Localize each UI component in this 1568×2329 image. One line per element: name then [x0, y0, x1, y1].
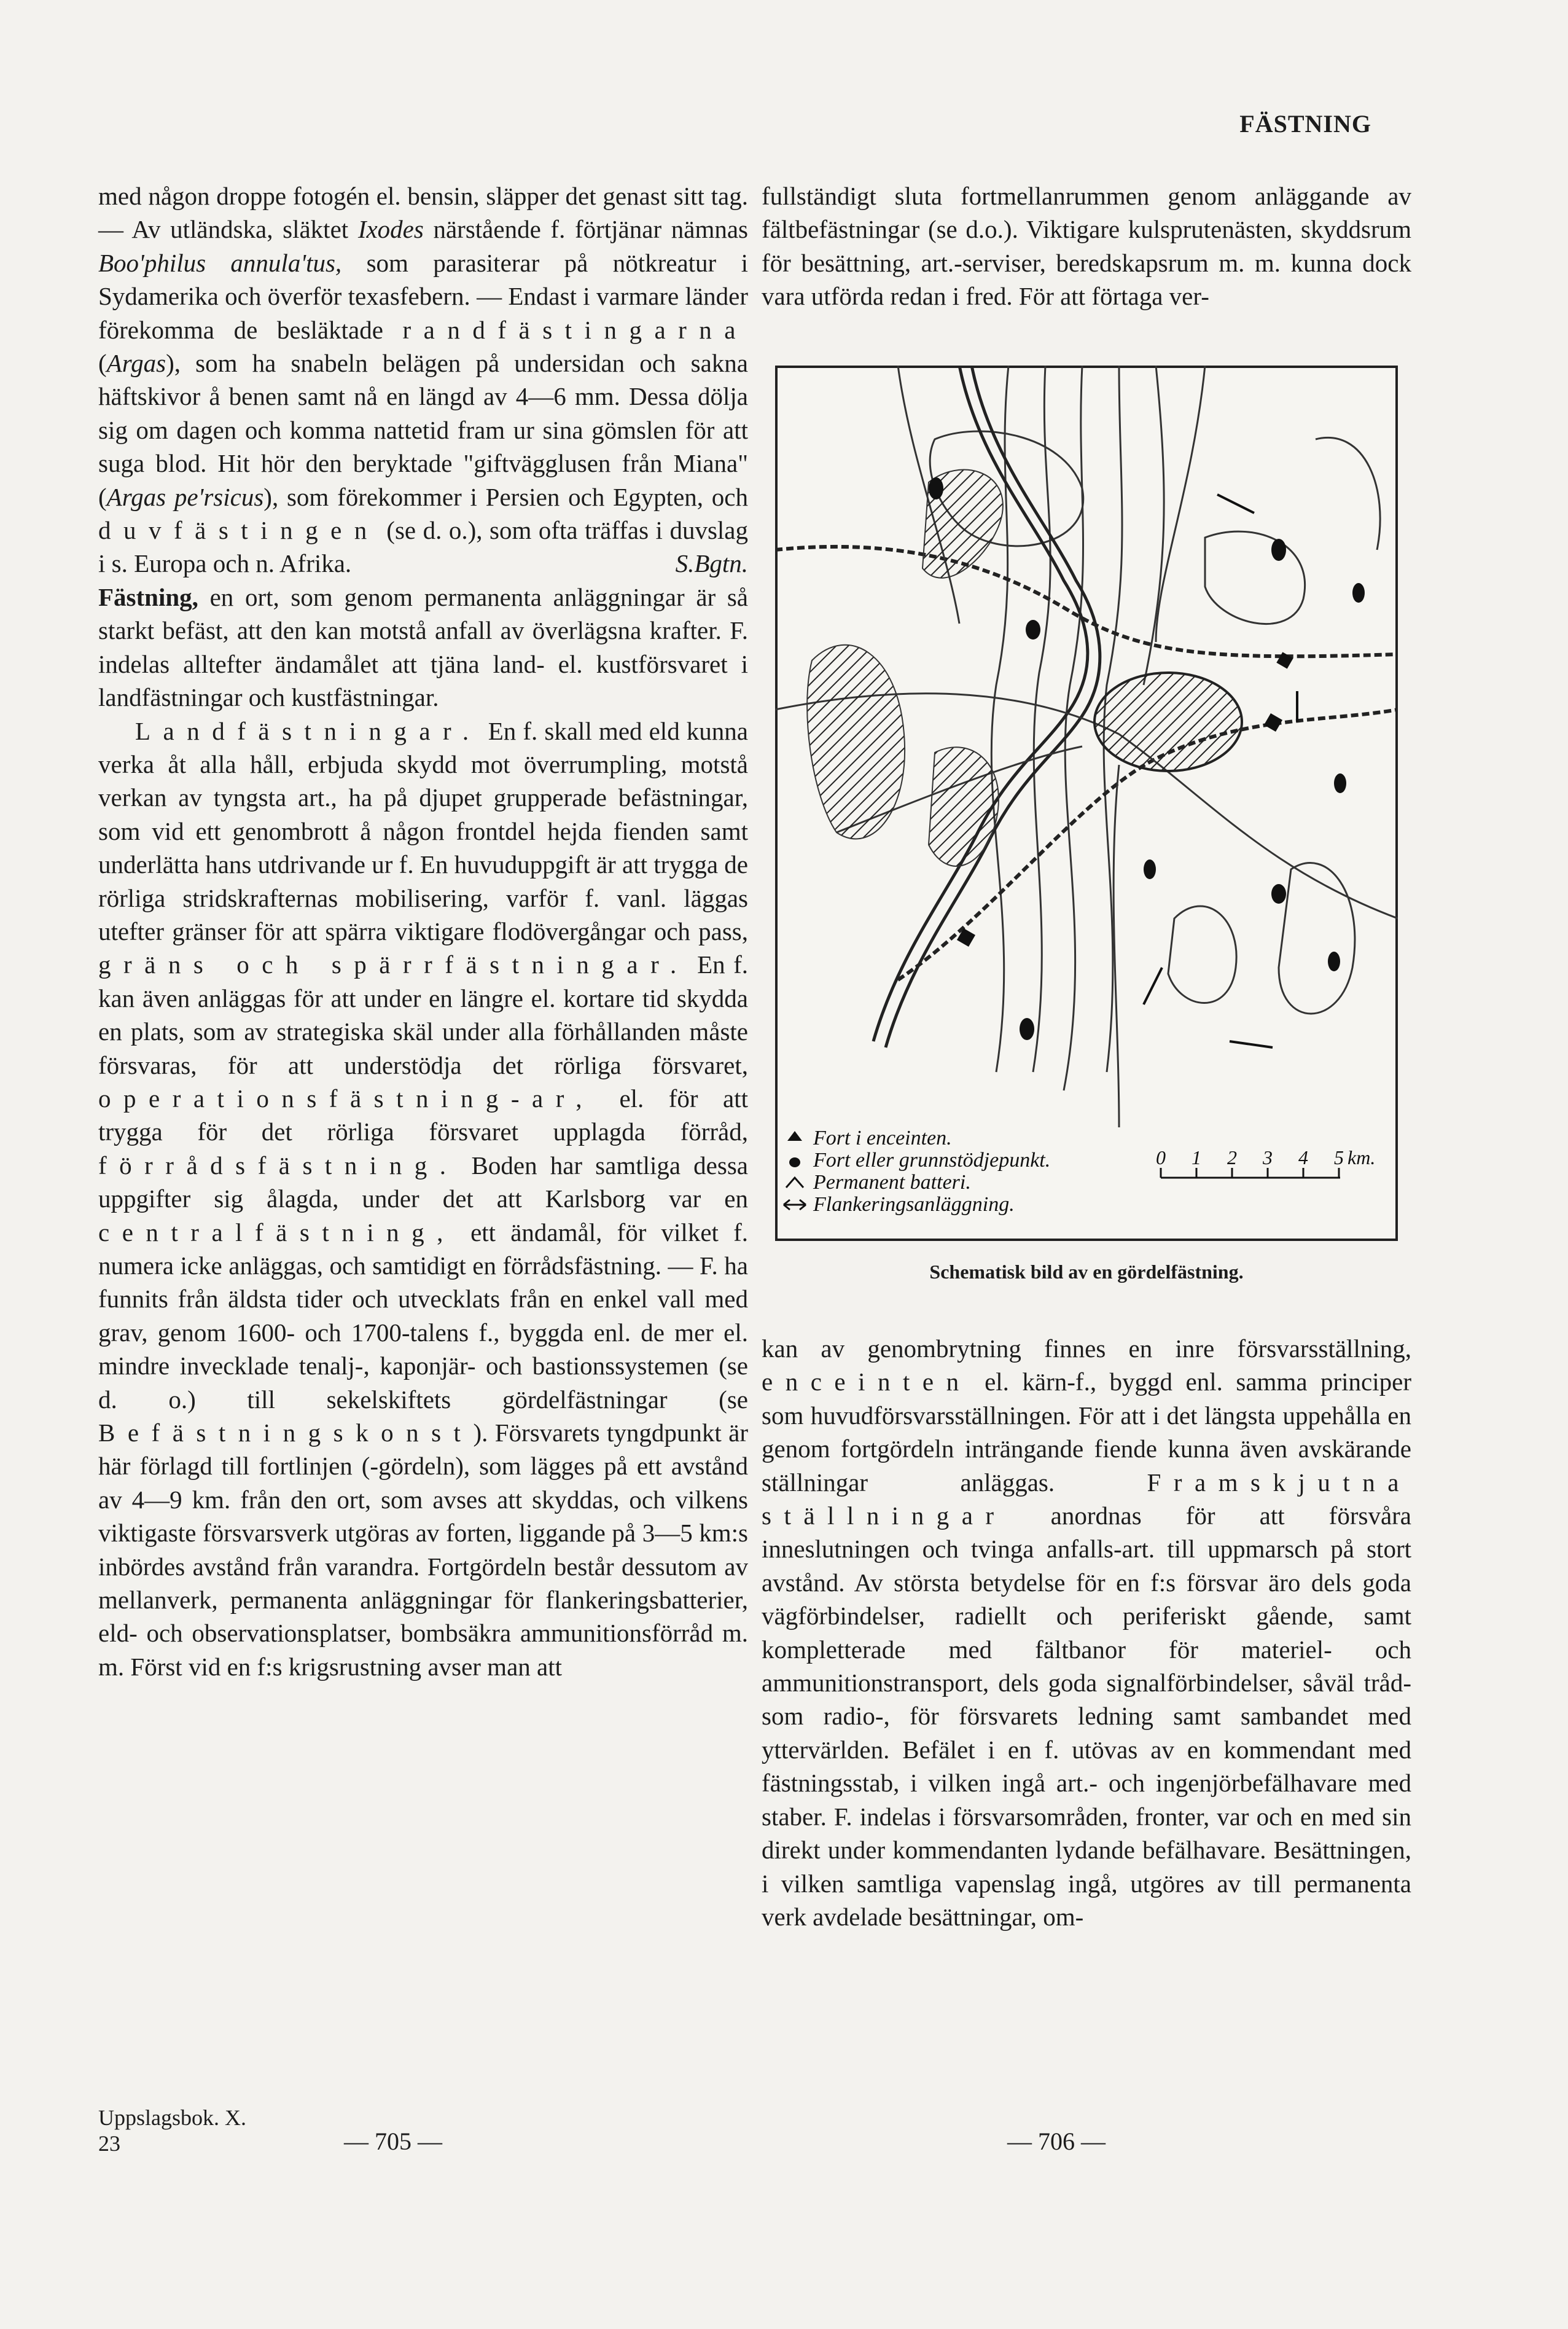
right-column-bottom — [762, 1332, 1411, 1933]
fortress-map — [775, 366, 1398, 1241]
legend-fort-icon — [789, 1157, 800, 1167]
term-forradsfastning: förrådsfästning. — [98, 1151, 459, 1180]
text-run: el. för att trygga för det rörliga försvaret upplagda förråd, — [98, 1084, 748, 1146]
term-framskjutna-stallningar: Framskjutna ställningar — [762, 1468, 1411, 1530]
scale-label: 0 — [1156, 1146, 1166, 1168]
text-run: som parasiterar på nötkreatur i Sydamerika och överför texasfebern. — Endast i varmare länder förekomma de besläktade — [98, 248, 748, 344]
page-number-right: — 706 — — [1007, 2127, 1106, 2155]
text-run: ett ändamål, för vilket f. numera icke anläggas, och samtidigt en förrådsfästning. — F. ha funnits från äldsta tider och utvecklats från en enkel vall med grav, genom 1600- och 1700-talens f., byggda enl. de mer el. mindre invecklade tenalj-, kaponjär- och bastionssystemen (se d. o.) till sekelskiftets gördelfästningar (se — [98, 1218, 748, 1414]
central-town — [1094, 673, 1242, 771]
footer-volume — [98, 2105, 246, 2156]
paragraph-continuation: fullständigt sluta fortmellanrummen genom anläggande av fältbefästningar (se d.o.). Viktigare kulsprutenästen, skyddsrum för besättning, art.-serviser, beredskapsrum m. m. kunna dock vara utförda redan i fred. För att förtaga ver- — [762, 182, 1411, 311]
paragraph-enceinte — [762, 1332, 1411, 1933]
signature-number: 23 — [98, 2131, 120, 2156]
term-befastningskonst: Befästningskonst — [98, 1419, 474, 1447]
author-signature: S.Bgtn. — [675, 549, 748, 578]
left-column — [98, 179, 748, 1683]
scale-label: 5 — [1334, 1146, 1344, 1168]
paragraph-landfastningar — [98, 714, 748, 1684]
text-run: el. kärn-f., byggd enl. samma principer som huvudförsvarsställningen. För att i det längsta uppehålla en genom fortgördeln inträngande fiende kunna även avskärande ställningar anläggas. — [762, 1368, 1411, 1497]
legend-flankering: Flankeringsanläggning. — [813, 1193, 1015, 1216]
page-number-left: — 705 — — [344, 2127, 442, 2155]
text-run: ), som förekommer i Persien och Egypten, och — [263, 482, 748, 511]
legend-permanent-batteri: Permanent batteri. — [813, 1171, 971, 1194]
scale-label: 1 — [1192, 1146, 1201, 1168]
text-run: med någon droppe fotogén el. bensin, släpper det genast sitt tag. — Av utländska, släktet — [98, 182, 748, 244]
text-run: Boden har samtliga dessa uppgifter sig ålagda, under det att Karlsborg var en — [98, 1151, 748, 1213]
term-operationsfastningar: operationsfästning-ar, — [98, 1084, 595, 1113]
paragraph-fastning — [98, 581, 748, 714]
term-enceinten: enceinten — [762, 1368, 972, 1396]
volume-label: Uppslagsbok. X. — [98, 2105, 246, 2130]
text-run: ). Försvarets tyngdpunkt är här förlagd till fortlinjen (-gördeln), som lägges på ett avstånd av 4—9 km. från den ort, som avses att skyddas, och vilkens viktigaste försvarsverk utgöras av forten, liggande på 3—5 km:s inbördes avstånd från varandra. Fortgördeln består dessutom av mellanverk, permanenta anläggningar för flankeringsbatterier, eld- och observationsplatser, bombsäkra ammunitionsförråd m. m. Först vid en f:s krigsrustning avser man att — [98, 1419, 748, 1681]
text-run: kan av genombrytning finnes en inre försvarsställning, — [762, 1334, 1411, 1363]
scale-label: 3 — [1263, 1146, 1273, 1168]
text-run: ), som ha snabeln belägen på undersidan och sakna häftskivor å benen samt nå en längd av 4—6 mm. Dessa dölja sig om dagen och komma nattetid fram ur sina gömslen för att suga blod. Hit hör den beryktade "giftvägglusen från Miana" ( — [98, 349, 748, 511]
legend-fort-stodjepunkt: Fort eller grunnstödjepunkt. — [813, 1149, 1051, 1172]
text-run: ( — [98, 349, 107, 378]
term-grans-sparrfastningar: gräns och spärrfästningar. — [98, 950, 689, 979]
scale-label: 4 — [1298, 1146, 1308, 1168]
text-run: En f. kan även anläggas för att under en längre el. kortare tid skydda en plats, som av strategiska skäl under alla förhållanden måste försvaras, för att understödja det rörliga försvaret, — [98, 950, 748, 1079]
text-run: (se d. o.), som ofta träffas i duvslag i s. Europa och n. Afrika. — [98, 516, 748, 578]
text-run: En f. skall med eld kunna verka åt alla håll, erbjuda skydd mot överrumpling, motstå verkan av tyngsta art., ha på djupet grupperade befästningar, som vid ett genombrott å någon frontdel hejda fienden samt underlätta hans utdrivande ur f. En huvuduppgift är att trygga de rörliga stridskrafternas mobilisering, varför f. vanl. läggas utefter gränser för att spärra viktigare flodövergångar och pass, — [98, 716, 748, 945]
right-column-top — [762, 179, 1411, 313]
scale-unit: km. — [1348, 1146, 1376, 1168]
species-boophilus: Boo'philus annula'tus, — [98, 248, 342, 277]
legend-fort-enceinten: Fort i enceinten. — [813, 1127, 952, 1149]
figure-caption: Schematisk bild av en gördelfästning. — [929, 1261, 1244, 1283]
fortress-map-figure — [775, 366, 1398, 1241]
term-centralfastning: centralfästning, — [98, 1218, 456, 1247]
text-run: anordnas för att försvåra inneslutningen och tvinga anfalls-art. till uppmarsch på stort avstånd. Av största betydelse för en f:s försvar äro dels goda vägförbindelser, radiellt och periferiskt gående, samt kompletterade med fältbanor för materiel- och ammunitionstransport, dels goda signalförbindelser, såväl tråd- som radio-, för försvarets ledning samt sambandet med yttervärlden. Befälet i en f. utövas av en kommendant med fästningsstab, i vilken ingå art.- och ingenjörbefälhavare med staber. F. indelas i försvarsområden, fronter, var och en med sin direkt under kommendanten lydande befälhavare. Besättningen, i vilken samtliga vapenslag ingå, utgöres av till permanenta verk avdelade besättningar, om- — [762, 1501, 1411, 1931]
paragraph-fastingar — [98, 179, 748, 581]
term-duvfastingen: duvfästingen — [98, 516, 380, 545]
genus-argas: Argas — [106, 349, 166, 378]
text-run: en ort, som genom permanenta anläggningar är så starkt befäst, att den kan motstå anfall av överlägsna krafter. F. indelas alltefter ändamålet att tjäna land- el. kustförsvaret i landfästningar och kustfästningar. — [98, 582, 748, 712]
genus-ixodes: Ixodes — [357, 215, 424, 244]
term-randfastingarna: randfästingarna — [402, 315, 748, 344]
running-head: FÄSTNING — [1239, 110, 1371, 138]
entry-headword: Fästning, — [98, 582, 198, 611]
text-run: närstående f. förtjänar nämnas — [423, 215, 748, 244]
scale-label: 2 — [1227, 1146, 1237, 1168]
term-landfastningar: Landfästningar. — [135, 716, 482, 745]
species-argas-persicus: Argas pe'rsicus — [106, 482, 264, 511]
